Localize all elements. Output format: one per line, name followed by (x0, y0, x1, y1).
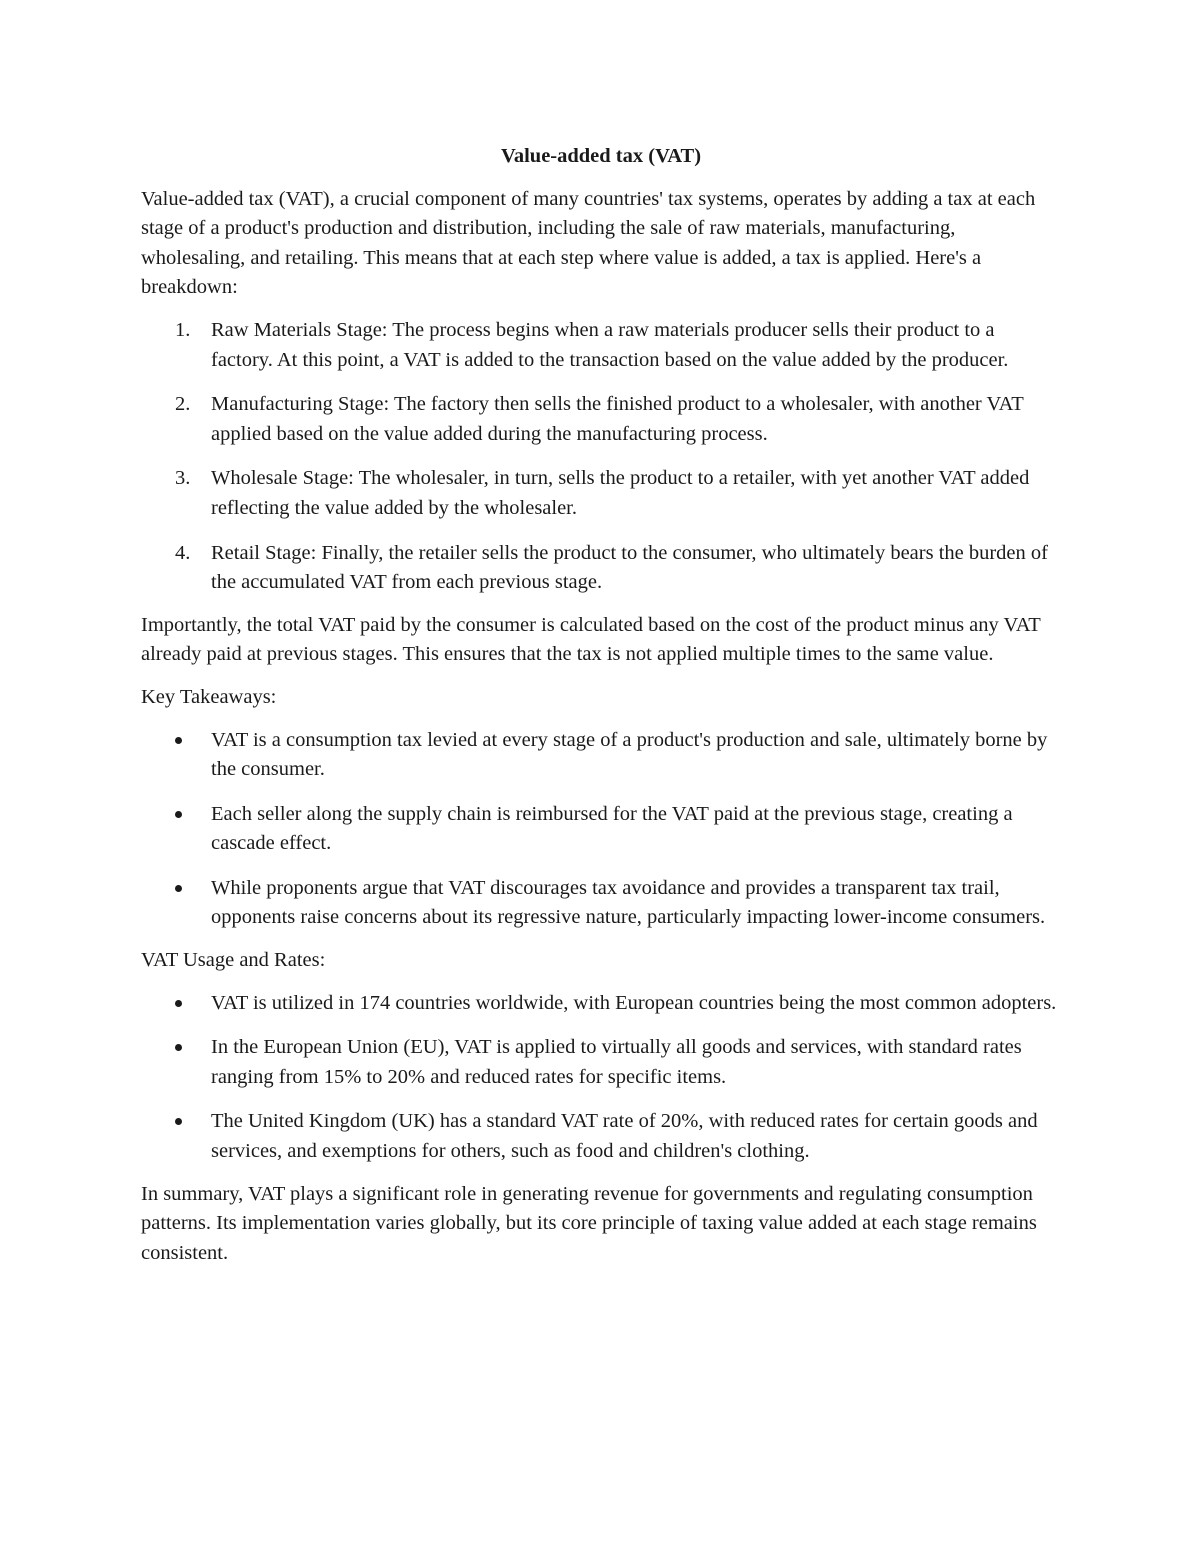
bullet-icon (175, 1000, 182, 1007)
usage-item (141, 989, 1061, 1019)
bullet-icon (175, 1044, 182, 1051)
intro-paragraph: Value-added tax (VAT), a crucial component of many countries' tax systems, operates by adding a tax at each stage of a product's production and distribution, including the sale of raw materials, manufacturing, wholesaling, and retailing. This means that at each step where value is added, a tax is applied. Here's a breakdown: (141, 187, 1036, 299)
bullet-icon (175, 885, 182, 892)
usage-text: VAT is utilized in 174 countries worldwide, with European countries being the most common adopters. (211, 991, 1057, 1014)
bullet-icon (175, 1118, 182, 1125)
bullet-icon (175, 737, 182, 744)
stage-text: Retail Stage: Finally, the retailer sells the product to the consumer, who ultimately bears the burden of the accumulated VAT from each previous stage. (211, 541, 1048, 594)
list-number: 2. (175, 393, 191, 416)
takeaway-text: VAT is a consumption tax levied at every stage of a product's production and sale, ultimately borne by the consumer. (211, 728, 1048, 781)
list-number: 3. (175, 467, 191, 490)
stage-item (141, 390, 1061, 449)
takeaway-text: While proponents argue that VAT discourages tax avoidance and provides a transparent tax trail, opponents raise concerns about its regressive nature, particularly impacting lower-income consumers. (211, 876, 1046, 929)
takeaways-list (141, 726, 1061, 934)
takeaway-item (141, 874, 1061, 933)
bullet-icon (175, 811, 182, 818)
usage-item (141, 1033, 1061, 1092)
takeaway-item (141, 726, 1061, 785)
takeaway-text: Each seller along the supply chain is reimbursed for the VAT paid at the previous stage, creating a cascade effect. (211, 802, 1013, 855)
stages-list (141, 316, 1061, 598)
takeaways-heading: Key Takeaways: (141, 685, 277, 708)
usage-heading: VAT Usage and Rates: (141, 949, 326, 972)
summary-paragraph: In summary, VAT plays a significant role in generating revenue for governments and regulating consumption patterns. Its implementation varies globally, but its core principle of taxing value added at each stage remains consistent. (141, 1182, 1037, 1264)
document-page (141, 142, 1061, 1281)
stage-text: Raw Materials Stage: The process begins when a raw materials producer sells their product to a factory. At this point, a VAT is added to the transaction based on the value added by the producer. (211, 318, 1009, 371)
usage-list (141, 989, 1061, 1167)
takeaway-item (141, 800, 1061, 859)
usage-item (141, 1107, 1061, 1166)
importantly-paragraph: Importantly, the total VAT paid by the consumer is calculated based on the cost of the product minus any VAT already paid at previous stages. This ensures that the tax is not applied multiple times to the same value. (141, 613, 1041, 666)
usage-text: In the European Union (EU), VAT is applied to virtually all goods and services, with standard rates ranging from 15% to 20% and reduced rates for specific items. (211, 1036, 1022, 1088)
stage-text: Wholesale Stage: The wholesaler, in turn, sells the product to a retailer, with yet another VAT added reflecting the value added by the wholesaler. (211, 467, 1030, 519)
list-number: 4. (175, 541, 191, 564)
stage-text: Manufacturing Stage: The factory then sells the finished product to a wholesaler, with another VAT applied based on the value added during the manufacturing process. (211, 393, 1024, 445)
document-title: Value-added tax (VAT) (500, 145, 702, 167)
stage-item (141, 316, 1061, 375)
stage-item (141, 539, 1061, 598)
stage-item (141, 464, 1061, 523)
list-number: 1. (175, 318, 191, 341)
usage-text: The United Kingdom (UK) has a standard VAT rate of 20%, with reduced rates for certain goods and services, and exemptions for others, such as food and children's clothing. (211, 1110, 1038, 1163)
